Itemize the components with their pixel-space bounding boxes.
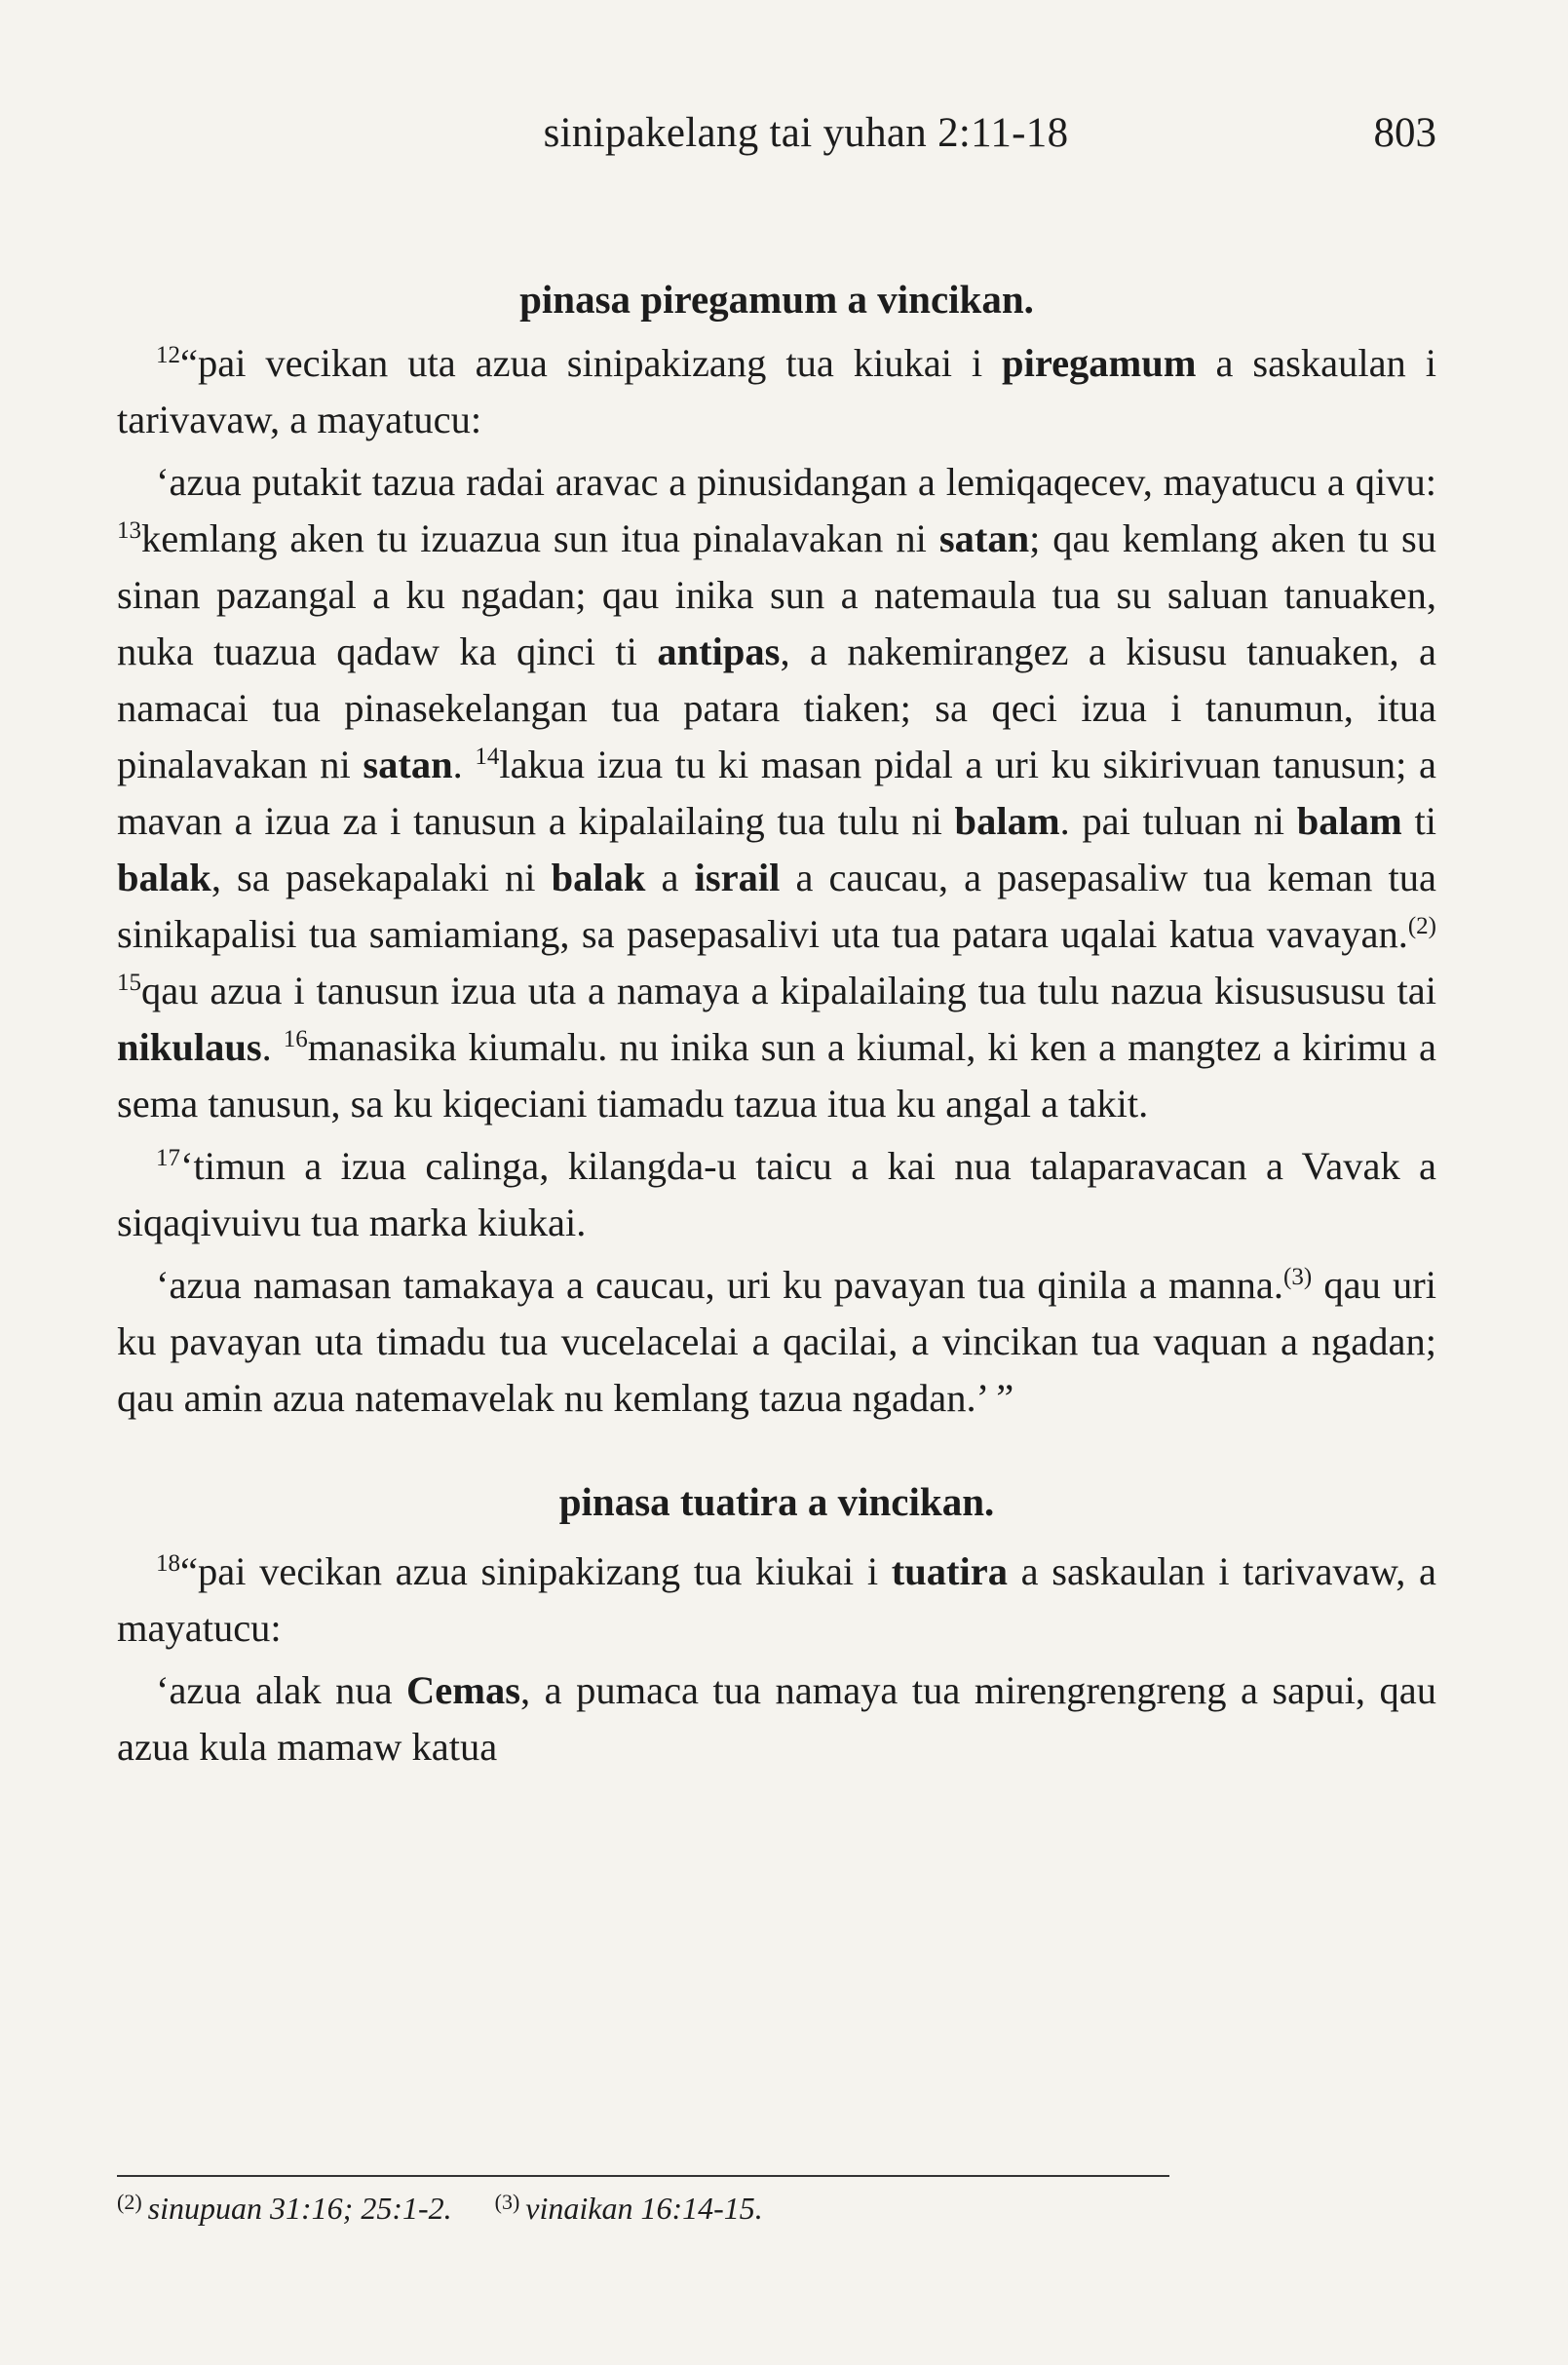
- text-run: a: [645, 856, 695, 899]
- text-run: ‘azua putakit tazua radai aravac a pinusidangan a lemiqaqecev, mayatucu a qivu:: [156, 460, 1436, 504]
- bold-term: tuatira: [891, 1549, 1008, 1593]
- verse-or-note-marker: (2): [1407, 913, 1436, 939]
- text-run: qau uri ku pavayan uta timadu tua vucelacelai a qacilai, a vincikan tua vaquan a ngadan; qau amin azua natemavelak nu kemlang tazua ngadan.’ ”: [117, 1263, 1437, 1420]
- text-run: .: [261, 1025, 284, 1069]
- bold-term: balak: [551, 856, 646, 899]
- running-title: sinipakelang tai yuhan 2:11-18: [543, 110, 1069, 156]
- verse-or-note-marker: 14: [475, 744, 500, 770]
- text-run: kemlang aken tu izuazua sun itua pinalavakan ni: [141, 516, 939, 560]
- footnote-2: [117, 2191, 452, 2226]
- paragraph: [117, 454, 1436, 1132]
- text-run: ‘azua namasan tamakaya a caucau, uri ku pavayan tua qinila a manna.: [156, 1263, 1284, 1307]
- text-run: , sa pasekapalaki ni: [210, 856, 552, 899]
- text-run: ‘azua alak nua: [156, 1668, 407, 1712]
- text-run: ; qau kemlang aken tu su sinan pazangal a ku ngadan; qau inika sun a natemaula tua su saluan tanuaken, nuka tuazua qadaw ka qinci ti: [117, 516, 1437, 673]
- paragraph: [117, 1544, 1436, 1657]
- bold-term: antipas: [657, 629, 781, 673]
- text-run: a caucau, a pasepasaliw tua keman tua sinikapalisi tua samiamiang, sa pasepasalivi uta tua patara uqalai katua vavayan.: [117, 856, 1436, 956]
- text-run: qau azua i tanusun izua uta a namaya a kipalailaing tua tulu nazua kisusususu tai: [141, 969, 1436, 1012]
- bold-term: satan: [938, 516, 1030, 560]
- footnote-3-text: vinaikan 16:14-15.: [525, 2191, 763, 2226]
- paragraph: [117, 1138, 1436, 1251]
- page-number: 803: [1373, 110, 1436, 156]
- text-run: ti: [1401, 799, 1436, 843]
- bold-term: satan: [363, 743, 453, 786]
- verse-or-note-marker: 15: [117, 970, 141, 996]
- text-run: . pai tuluan ni: [1059, 799, 1297, 843]
- paragraph: [117, 1257, 1436, 1427]
- text-run: manasika kiumalu. nu inika sun a kiumal, ki ken a mangtez a kirimu a sema tanusun, sa ku kiqeciani tiamadu tazua itua ku angal a takit.: [117, 1025, 1436, 1125]
- bold-term: balak: [117, 856, 211, 899]
- verse-or-note-marker: (3): [1283, 1264, 1313, 1290]
- text-run: “pai vecikan azua sinipakizang tua kiukai i: [180, 1549, 892, 1593]
- bold-term: israil: [694, 856, 781, 899]
- paragraph: [117, 1662, 1436, 1775]
- section-heading: pinasa tuatira a vincikan.: [558, 1479, 995, 1524]
- bold-term: Cemas: [406, 1668, 521, 1712]
- verse-or-note-marker: 13: [117, 517, 141, 544]
- text-run: a saskaulan i tarivavaw, a mayatucu:: [117, 341, 1436, 441]
- verse-or-note-marker: 12: [156, 342, 180, 368]
- verse-or-note-marker: 18: [156, 1550, 180, 1577]
- text-run: , a pumaca tua namaya tua mirengrengreng a sapui, qau azua kula mamaw katua: [117, 1668, 1436, 1769]
- verse-or-note-marker: 17: [156, 1145, 180, 1171]
- text-run: lakua izua tu ki masan pidal a uri ku sikirivuan tanusun; a mavan a izua za i tanusun a kipalailaing tua tulu ni: [117, 743, 1436, 843]
- bold-term: nikulaus: [117, 1025, 262, 1069]
- bold-term: balam: [954, 799, 1060, 843]
- footnote-divider: [117, 2175, 1169, 2177]
- text-run: “pai vecikan uta azua sinipakizang tua kiukai i: [180, 341, 1003, 385]
- text-run: ‘timun a izua calinga, kilangda-u taicu a kai nua talaparavacan a Vavak a siqaqivuivu tua marka kiukai.: [117, 1144, 1436, 1244]
- section-heading: pinasa piregamum a vincikan.: [519, 277, 1034, 322]
- footnote-3-mark: (3): [494, 2190, 520, 2214]
- text-run: a saskaulan i tarivavaw, a mayatucu:: [117, 1549, 1437, 1650]
- text-run: .: [452, 743, 476, 786]
- paragraph: [117, 335, 1436, 448]
- text-run: , a nakemirangez a kisusu tanuaken, a namacai tua pinasekelangan tua patara tiaken; sa qeci izua i tanumun, itua pinalavakan ni: [117, 629, 1436, 786]
- body-text: [117, 271, 1436, 1781]
- verse-or-note-marker: 16: [283, 1026, 308, 1052]
- footnotes: [117, 2191, 798, 2227]
- footnote-2-text: sinupuan 31:16; 25:1-2.: [147, 2191, 452, 2226]
- running-head: [117, 109, 1436, 168]
- footnote-3: [495, 2191, 763, 2226]
- bold-term: piregamum: [1002, 341, 1197, 385]
- footnote-2-mark: (2): [117, 2190, 142, 2214]
- bold-term: balam: [1296, 799, 1402, 843]
